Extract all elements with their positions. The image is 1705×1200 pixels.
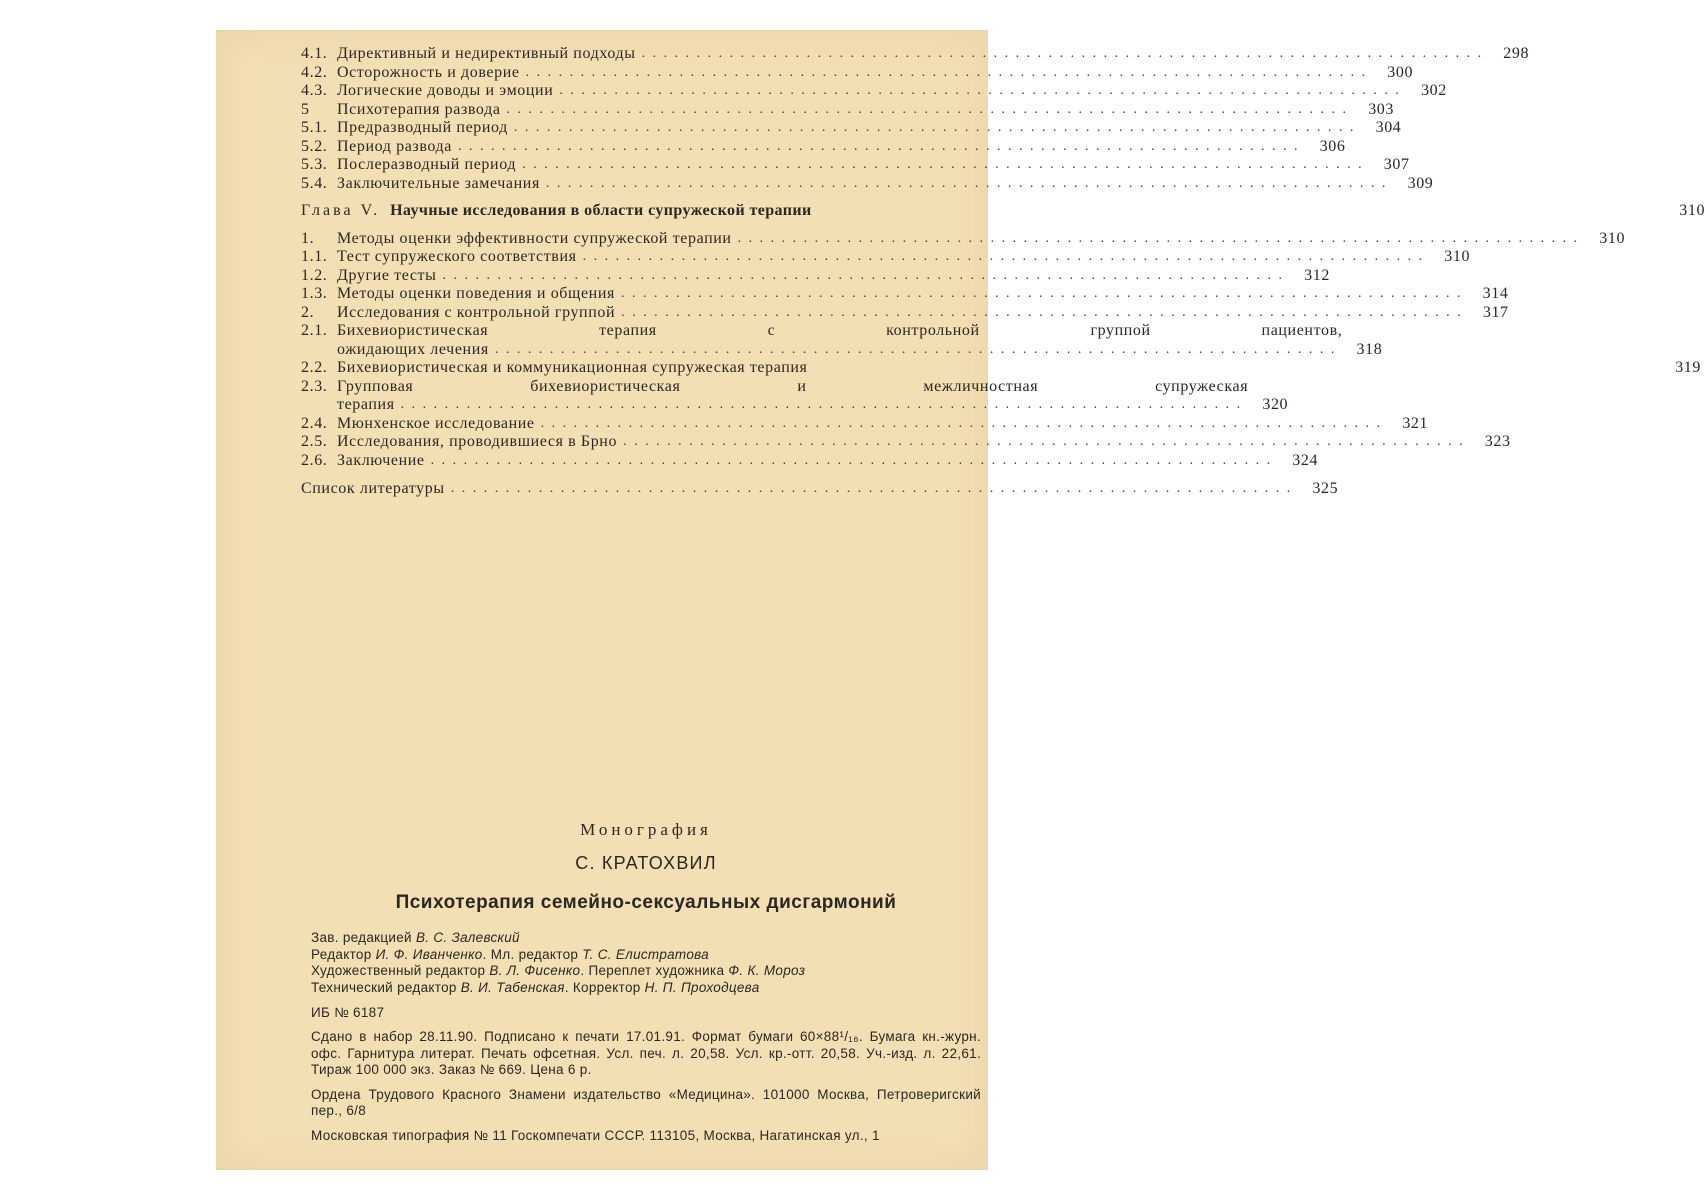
toc-entry-page: 314 bbox=[1482, 285, 1509, 302]
bibliography-title: Список литературы bbox=[301, 480, 445, 497]
toc-entry-title: Мюнхенское исследование bbox=[337, 414, 535, 432]
leader-dots bbox=[546, 175, 1388, 194]
toc-entry bbox=[301, 229, 1626, 249]
credit-role: Переплет художника bbox=[588, 963, 725, 978]
credit-role: Корректор bbox=[572, 979, 641, 995]
toc-entry bbox=[301, 45, 1530, 64]
toc-entry-page: 309 bbox=[1407, 174, 1434, 192]
toc-entry-title: Исследования, проводившиеся в Брно bbox=[337, 433, 618, 450]
credit-name: Н. П. Проходцева bbox=[644, 979, 760, 995]
credit-name: В. С. Залевский bbox=[415, 930, 520, 945]
toc-bibliography bbox=[301, 480, 1339, 499]
leader-dots bbox=[401, 396, 1243, 415]
toc-entry-title: Осторожность и доверие bbox=[337, 63, 520, 81]
leader-dots bbox=[507, 101, 1349, 120]
ib-number: ИБ № 6187 bbox=[311, 1005, 385, 1020]
leader-dots bbox=[621, 304, 1463, 323]
bibliography-page: 325 bbox=[1312, 480, 1339, 497]
credit-name: Ф. К. Мороз bbox=[728, 963, 806, 978]
printer-info: Московская типография № 11 Госкомпечати СССР. 113105, Москва, Нагатинская ул., 1 bbox=[311, 1127, 880, 1143]
chapter-page: 310 bbox=[1679, 202, 1705, 219]
toc-entry-title: Психотерапия развода bbox=[337, 100, 501, 118]
toc-entry-number: 5 bbox=[301, 100, 310, 118]
credit-role: Зав. редакцией bbox=[311, 930, 412, 945]
toc-entry-number: 1.2. bbox=[301, 266, 328, 284]
leader-dots bbox=[431, 452, 1273, 471]
toc-entry-page: 303 bbox=[1368, 100, 1395, 118]
toc-entry-title: Групповая бихевиористическая и межличностная супружеская bbox=[337, 377, 1249, 395]
toc-entry-page: 318 bbox=[1356, 340, 1383, 358]
toc-entry-number: 2. bbox=[301, 303, 315, 321]
credit-name: В. Л. Фисенко bbox=[489, 963, 581, 978]
credit-line: Редактор И. Ф. Иванченко. Мл. редактор Т. С. Елистратова bbox=[311, 946, 709, 962]
toc-entry bbox=[301, 414, 1429, 434]
toc-entry-title: Другие тесты bbox=[337, 266, 437, 284]
toc-entry-page: 307 bbox=[1383, 156, 1410, 173]
leader-dots bbox=[623, 433, 1465, 452]
credit-line: Художественный редактор В. Л. Фисенко. Переплет художника Ф. К. Мороз bbox=[311, 963, 806, 978]
toc-entry-number: 2.6. bbox=[301, 451, 328, 469]
toc-entry-page: 317 bbox=[1482, 303, 1509, 321]
leader-dots bbox=[526, 64, 1368, 83]
print-details: Сдано в набор 28.11.90. Подписано к печати 17.01.91. Формат бумаги 60×88¹/₁₆. Бумага кн.-журн. офс. Гарнитура литерат. Печать офсетная. Усл. печ. л. 20,58. Усл. кр.-отт. 20,58. Уч.-изд. л. 22,61. Тираж 100 000 экз. Заказ № 669. Цена 6 р. bbox=[311, 1029, 981, 1077]
credit-line bbox=[311, 930, 981, 947]
toc-entry-number: 2.3. bbox=[301, 377, 328, 395]
toc-chapter-heading bbox=[301, 202, 1705, 221]
credit-line: Технический редактор В. И. Табенская. Корректор Н. П. Проходцева bbox=[311, 979, 760, 995]
toc-entry bbox=[301, 137, 1346, 157]
table-of-contents bbox=[301, 45, 1705, 499]
toc-entry-title-cont: терапия bbox=[337, 396, 395, 413]
toc-entry bbox=[301, 359, 1702, 378]
credit-name: И. Ф. Иванченко bbox=[375, 946, 483, 962]
toc-entry bbox=[301, 303, 1509, 323]
toc-entry-title-cont: ожидающих лечения bbox=[337, 340, 489, 358]
leader-dots bbox=[451, 480, 1293, 499]
leader-dots bbox=[522, 156, 1364, 175]
toc-entry-number: 1. bbox=[301, 229, 315, 247]
credit-role: Мл. редактор bbox=[490, 946, 579, 962]
toc-entry-page: 319 bbox=[1675, 359, 1702, 376]
toc-entry-number: 4.2. bbox=[301, 63, 328, 81]
toc-entry-number: 4.1. bbox=[301, 45, 328, 62]
toc-entry bbox=[301, 82, 1447, 101]
toc-entry-title: Бихевиористическая и коммуникационная супружеская терапия bbox=[337, 359, 808, 376]
leader-dots bbox=[458, 138, 1300, 157]
credit-name: В. И. Табенская bbox=[460, 979, 565, 995]
credit-role: Художественный редактор bbox=[311, 963, 486, 978]
toc-entry-title: Бихевиористическая терапия с контрольной группой пациентов, bbox=[337, 322, 1343, 339]
toc-entry-title: Логические доводы и эмоции bbox=[337, 82, 554, 99]
leader-dots bbox=[442, 267, 1284, 286]
leader-dots bbox=[642, 45, 1484, 64]
toc-entry-page: 306 bbox=[1319, 137, 1346, 155]
toc-entry-number: 5.2. bbox=[301, 137, 328, 155]
toc-entry-title: Предразводный период bbox=[337, 119, 508, 136]
leader-dots bbox=[495, 341, 1337, 360]
toc-entry bbox=[301, 285, 1509, 304]
toc-entry-page: 310 bbox=[1444, 248, 1471, 265]
toc-entry-title: Директивный и недирективный подходы bbox=[337, 45, 636, 62]
leader-dots bbox=[514, 119, 1356, 138]
toc-entry-number: 5.1. bbox=[301, 119, 328, 136]
toc-entry-number: 2.1. bbox=[301, 322, 328, 339]
toc-entry-number: 5.4. bbox=[301, 174, 328, 192]
toc-entry-page: 310 bbox=[1599, 229, 1626, 247]
book-title: Психотерапия семейно-сексуальных дисгармоний bbox=[395, 892, 897, 913]
leader-dots bbox=[559, 82, 1401, 101]
toc-entry-number: 1.3. bbox=[301, 285, 328, 302]
toc-entry-page: 300 bbox=[1387, 63, 1414, 81]
toc-entry bbox=[301, 119, 1402, 138]
toc-entry-title: Исследования с контрольной группой bbox=[337, 303, 616, 321]
toc-entry-number: 2.4. bbox=[301, 414, 328, 432]
toc-entry-title: Послеразводный период bbox=[337, 156, 517, 173]
book-page bbox=[216, 30, 1705, 1170]
toc-entry bbox=[301, 174, 1434, 194]
toc-entry bbox=[301, 266, 1330, 286]
toc-entry-page: 298 bbox=[1503, 45, 1530, 62]
toc-entry-title: Методы оценки поведения и общения bbox=[337, 285, 615, 302]
chapter-label: Глава V. bbox=[301, 202, 381, 219]
genre-label: Монография bbox=[580, 820, 712, 839]
leader-dots bbox=[541, 415, 1383, 434]
toc-entry bbox=[301, 100, 1395, 120]
publisher-info: Ордена Трудового Красного Знамени издательство «Медицина». 101000 Москва, Петроверигский пер., 6/8 bbox=[311, 1086, 981, 1118]
toc-entry-number: 1.1. bbox=[301, 248, 328, 265]
toc-entry-title: Заключительные замечания bbox=[337, 174, 540, 192]
chapter-title: Научные исследования в области супружеской терапии bbox=[390, 202, 812, 219]
toc-entry-page: 323 bbox=[1484, 433, 1511, 450]
toc-entry-page: 302 bbox=[1421, 82, 1447, 99]
toc-entry-number: 2.2. bbox=[301, 359, 328, 376]
credit-role: Технический редактор bbox=[311, 979, 457, 995]
toc-entry bbox=[301, 322, 1383, 359]
toc-entry-title: Заключение bbox=[337, 451, 425, 469]
toc-entry-number: 4.3. bbox=[301, 82, 328, 99]
credit-name: Т. С. Елистратова bbox=[582, 946, 709, 962]
toc-entry-title: Период развода bbox=[337, 137, 452, 155]
toc-entry-page: 312 bbox=[1304, 266, 1330, 284]
leader-dots bbox=[621, 285, 1463, 304]
book-author: С. КРАТОХВИЛ bbox=[575, 853, 717, 873]
toc-entry-page: 321 bbox=[1402, 414, 1429, 432]
toc-entry-page: 324 bbox=[1292, 451, 1319, 469]
toc-entry-number: 2.5. bbox=[301, 433, 328, 450]
toc-entry bbox=[301, 451, 1319, 471]
colophon bbox=[311, 820, 981, 1143]
toc-entry bbox=[301, 433, 1511, 452]
toc-entry-page: 320 bbox=[1262, 396, 1289, 413]
toc-entry bbox=[301, 377, 1289, 415]
toc-entry-title: Тест супружеского соответствия bbox=[337, 248, 577, 265]
editorial-credits bbox=[311, 930, 981, 996]
toc-entry bbox=[301, 156, 1410, 175]
toc-entry-number: 5.3. bbox=[301, 156, 328, 173]
credit-role: Редактор bbox=[311, 946, 372, 962]
toc-entry bbox=[301, 63, 1414, 83]
toc-entry bbox=[301, 248, 1471, 267]
toc-entry-title: Методы оценки эффективности супружеской терапии bbox=[337, 229, 732, 247]
leader-dots bbox=[583, 248, 1425, 267]
leader-dots bbox=[738, 230, 1580, 249]
toc-entry-page: 304 bbox=[1375, 119, 1402, 136]
